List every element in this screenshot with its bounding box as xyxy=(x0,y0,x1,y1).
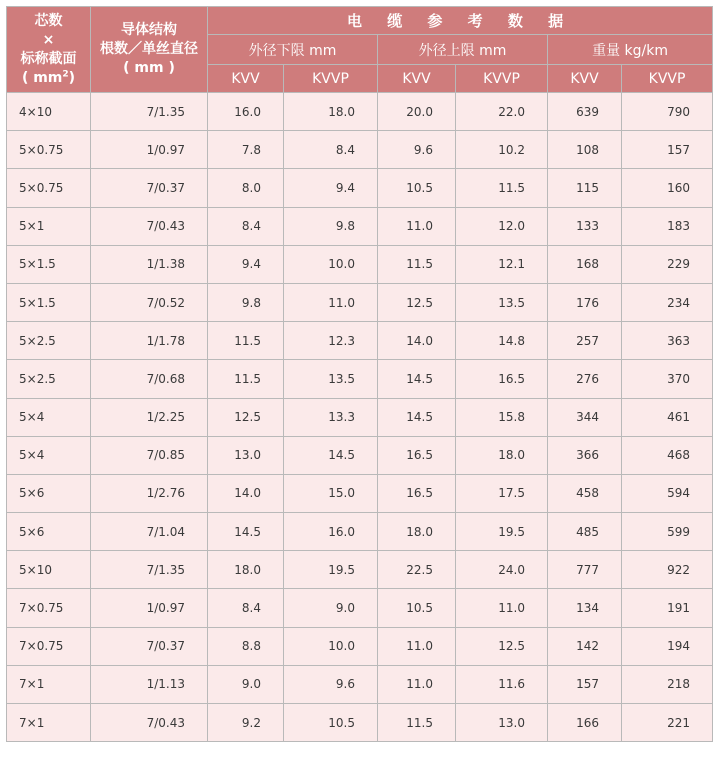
cell-od-max-kvv: 11.0 xyxy=(378,207,456,245)
cell-weight-kvvp: 221 xyxy=(622,704,713,742)
cell-weight-kvvp: 160 xyxy=(622,169,713,207)
cell-spec: 7×1 xyxy=(7,704,91,742)
cell-conductor: 1/1.78 xyxy=(91,322,208,360)
table-row xyxy=(7,398,713,436)
cell-weight-kvvp: 363 xyxy=(622,322,713,360)
cell-weight-kvvp: 157 xyxy=(622,131,713,169)
cell-weight-kvvp: 599 xyxy=(622,513,713,551)
cell-od-min-kvv: 14.0 xyxy=(208,474,284,512)
cell-conductor: 1/0.97 xyxy=(91,589,208,627)
header-ref-title: 电 缆 参 考 数 据 xyxy=(208,7,713,35)
cell-od-min-kvvp: 10.0 xyxy=(284,245,378,283)
cell-od-min-kvvp: 13.5 xyxy=(284,360,378,398)
cell-spec: 7×0.75 xyxy=(7,589,91,627)
cable-data-table-container xyxy=(6,6,712,752)
header-spec-line3: 标称截面 xyxy=(20,50,77,67)
cell-od-max-kvvp: 11.0 xyxy=(456,589,548,627)
cell-weight-kvvp: 461 xyxy=(622,398,713,436)
cell-od-max-kvvp: 13.0 xyxy=(456,704,548,742)
cell-weight-kvv: 108 xyxy=(548,131,622,169)
cell-od-min-kvvp: 9.6 xyxy=(284,665,378,703)
cell-conductor: 7/0.85 xyxy=(91,436,208,474)
cell-od-min-kvvp: 18.0 xyxy=(284,93,378,131)
cell-od-min-kvvp: 14.5 xyxy=(284,436,378,474)
cell-od-max-kvv: 10.5 xyxy=(378,589,456,627)
cell-weight-kvv: 168 xyxy=(548,245,622,283)
cell-od-max-kvv: 12.5 xyxy=(378,283,456,321)
cell-od-min-kvv: 12.5 xyxy=(208,398,284,436)
cell-od-min-kvvp: 13.3 xyxy=(284,398,378,436)
table-row xyxy=(7,93,713,131)
header-spec xyxy=(7,7,91,93)
cell-od-min-kvvp: 10.0 xyxy=(284,627,378,665)
cell-od-min-kvv: 9.8 xyxy=(208,283,284,321)
cell-conductor: 7/1.35 xyxy=(91,551,208,589)
table-row xyxy=(7,474,713,512)
cell-conductor: 7/0.37 xyxy=(91,169,208,207)
cell-od-max-kvvp: 11.6 xyxy=(456,665,548,703)
cell-weight-kvvp: 370 xyxy=(622,360,713,398)
table-row xyxy=(7,665,713,703)
cell-od-max-kvv: 9.6 xyxy=(378,131,456,169)
cell-spec: 5×2.5 xyxy=(7,360,91,398)
cell-spec: 5×1 xyxy=(7,207,91,245)
cell-od-max-kvv: 10.5 xyxy=(378,169,456,207)
cell-od-max-kvvp: 12.0 xyxy=(456,207,548,245)
cell-od-min-kvvp: 12.3 xyxy=(284,322,378,360)
header-sub-kvv: KVV xyxy=(548,65,622,93)
cell-od-min-kvv: 11.5 xyxy=(208,360,284,398)
cell-weight-kvvp: 218 xyxy=(622,665,713,703)
cell-od-min-kvvp: 15.0 xyxy=(284,474,378,512)
table-row xyxy=(7,131,713,169)
cell-od-max-kvv: 14.0 xyxy=(378,322,456,360)
header-group-od-max: 外径上限 mm xyxy=(378,35,548,65)
header-spec-line2: × xyxy=(42,31,55,48)
cell-weight-kvv: 157 xyxy=(548,665,622,703)
cell-od-min-kvv: 11.5 xyxy=(208,322,284,360)
cell-od-max-kvv: 18.0 xyxy=(378,513,456,551)
cell-od-min-kvvp: 9.8 xyxy=(284,207,378,245)
cell-od-max-kvvp: 22.0 xyxy=(456,93,548,131)
cell-od-max-kvv: 20.0 xyxy=(378,93,456,131)
header-sub-kvvp: KVVP xyxy=(622,65,713,93)
header-spec-line4 xyxy=(7,69,90,88)
cell-weight-kvv: 176 xyxy=(548,283,622,321)
cell-weight-kvvp: 194 xyxy=(622,627,713,665)
cell-od-min-kvv: 9.4 xyxy=(208,245,284,283)
cell-weight-kvvp: 922 xyxy=(622,551,713,589)
cell-weight-kvv: 777 xyxy=(548,551,622,589)
header-sub-kvvp: KVVP xyxy=(456,65,548,93)
table-row xyxy=(7,207,713,245)
cell-spec: 5×2.5 xyxy=(7,322,91,360)
cell-od-min-kvv: 16.0 xyxy=(208,93,284,131)
cell-conductor: 1/0.97 xyxy=(91,131,208,169)
cell-od-max-kvvp: 18.0 xyxy=(456,436,548,474)
cell-od-max-kvvp: 24.0 xyxy=(456,551,548,589)
cell-weight-kvvp: 468 xyxy=(622,436,713,474)
header-conductor-line2: 根数／单丝直径 xyxy=(100,41,198,57)
cell-od-max-kvvp: 10.2 xyxy=(456,131,548,169)
cell-od-max-kvv: 16.5 xyxy=(378,474,456,512)
cell-spec: 5×1.5 xyxy=(7,283,91,321)
cell-od-min-kvv: 9.0 xyxy=(208,665,284,703)
cell-conductor: 7/0.52 xyxy=(91,283,208,321)
cell-od-max-kvvp: 16.5 xyxy=(456,360,548,398)
cell-spec: 5×0.75 xyxy=(7,169,91,207)
cell-od-min-kvv: 9.2 xyxy=(208,704,284,742)
cell-od-min-kvv: 18.0 xyxy=(208,551,284,589)
cell-od-min-kvv: 8.4 xyxy=(208,207,284,245)
cell-spec: 5×6 xyxy=(7,474,91,512)
header-sub-kvv: KVV xyxy=(378,65,456,93)
header-spec-unit-close: ) xyxy=(68,69,76,86)
cell-conductor: 7/0.37 xyxy=(91,627,208,665)
cell-spec: 7×1 xyxy=(7,665,91,703)
header-sub-kvvp: KVVP xyxy=(284,65,378,93)
cell-od-max-kvv: 11.0 xyxy=(378,665,456,703)
table-row xyxy=(7,283,713,321)
cell-od-max-kvv: 14.5 xyxy=(378,398,456,436)
table-row xyxy=(7,551,713,589)
cell-od-min-kvvp: 9.4 xyxy=(284,169,378,207)
header-spec-line1: 芯数 xyxy=(34,12,63,29)
cell-weight-kvvp: 790 xyxy=(622,93,713,131)
header-conductor-line1: 导体结构 xyxy=(121,22,177,38)
cell-od-min-kvv: 8.4 xyxy=(208,589,284,627)
cell-od-min-kvvp: 9.0 xyxy=(284,589,378,627)
cell-conductor: 1/1.38 xyxy=(91,245,208,283)
cell-conductor: 7/0.43 xyxy=(91,704,208,742)
header-conductor xyxy=(91,7,208,93)
table-row xyxy=(7,704,713,742)
cable-data-table xyxy=(6,6,713,742)
cell-od-max-kvvp: 11.5 xyxy=(456,169,548,207)
cell-od-max-kvvp: 17.5 xyxy=(456,474,548,512)
cell-weight-kvvp: 234 xyxy=(622,283,713,321)
cell-conductor: 7/0.43 xyxy=(91,207,208,245)
cell-weight-kvv: 134 xyxy=(548,589,622,627)
cell-od-max-kvv: 22.5 xyxy=(378,551,456,589)
cell-weight-kvv: 166 xyxy=(548,704,622,742)
cell-weight-kvv: 485 xyxy=(548,513,622,551)
cell-od-min-kvv: 8.0 xyxy=(208,169,284,207)
header-conductor-line3: ( mm ) xyxy=(123,60,175,76)
cell-od-max-kvv: 11.5 xyxy=(378,704,456,742)
cell-spec: 5×6 xyxy=(7,513,91,551)
cell-spec: 5×4 xyxy=(7,398,91,436)
cell-spec: 5×4 xyxy=(7,436,91,474)
cell-weight-kvv: 115 xyxy=(548,169,622,207)
table-row xyxy=(7,513,713,551)
cell-od-max-kvv: 16.5 xyxy=(378,436,456,474)
cell-weight-kvvp: 229 xyxy=(622,245,713,283)
cell-spec: 7×0.75 xyxy=(7,627,91,665)
cell-weight-kvvp: 594 xyxy=(622,474,713,512)
table-row xyxy=(7,322,713,360)
cell-spec: 5×1.5 xyxy=(7,245,91,283)
cell-weight-kvv: 276 xyxy=(548,360,622,398)
cell-conductor: 1/2.25 xyxy=(91,398,208,436)
header-spec-unit-sup: 2 xyxy=(62,68,69,79)
cell-weight-kvv: 133 xyxy=(548,207,622,245)
cell-od-max-kvv: 11.5 xyxy=(378,245,456,283)
cell-spec: 4×10 xyxy=(7,93,91,131)
cell-weight-kvv: 639 xyxy=(548,93,622,131)
table-row xyxy=(7,627,713,665)
header-spec-unit: ( mm xyxy=(21,69,63,86)
cell-od-max-kvvp: 14.8 xyxy=(456,322,548,360)
table-row xyxy=(7,436,713,474)
cell-weight-kvvp: 191 xyxy=(622,589,713,627)
cell-weight-kvv: 257 xyxy=(548,322,622,360)
cell-conductor: 1/2.76 xyxy=(91,474,208,512)
cell-od-max-kvvp: 12.5 xyxy=(456,627,548,665)
cell-od-min-kvv: 13.0 xyxy=(208,436,284,474)
cell-od-min-kvvp: 16.0 xyxy=(284,513,378,551)
cell-spec: 5×0.75 xyxy=(7,131,91,169)
cell-od-max-kvvp: 19.5 xyxy=(456,513,548,551)
cell-od-max-kvv: 11.0 xyxy=(378,627,456,665)
cell-spec: 5×10 xyxy=(7,551,91,589)
cell-weight-kvv: 458 xyxy=(548,474,622,512)
table-body xyxy=(7,93,713,742)
cell-od-max-kvvp: 15.8 xyxy=(456,398,548,436)
cell-conductor: 7/0.68 xyxy=(91,360,208,398)
cell-weight-kvv: 366 xyxy=(548,436,622,474)
cell-od-min-kvvp: 10.5 xyxy=(284,704,378,742)
cell-conductor: 1/1.13 xyxy=(91,665,208,703)
cell-od-min-kvv: 14.5 xyxy=(208,513,284,551)
cell-od-max-kvv: 14.5 xyxy=(378,360,456,398)
header-group-weight: 重量 kg/km xyxy=(548,35,713,65)
table-row xyxy=(7,245,713,283)
cell-weight-kvv: 142 xyxy=(548,627,622,665)
cell-od-min-kvvp: 8.4 xyxy=(284,131,378,169)
cell-od-min-kvv: 8.8 xyxy=(208,627,284,665)
header-group-od-min: 外径下限 mm xyxy=(208,35,378,65)
table-row xyxy=(7,589,713,627)
cell-od-min-kvvp: 11.0 xyxy=(284,283,378,321)
table-row xyxy=(7,360,713,398)
cell-weight-kvv: 344 xyxy=(548,398,622,436)
cell-od-min-kvvp: 19.5 xyxy=(284,551,378,589)
cell-conductor: 7/1.04 xyxy=(91,513,208,551)
header-sub-kvv: KVV xyxy=(208,65,284,93)
cell-od-max-kvvp: 13.5 xyxy=(456,283,548,321)
table-header xyxy=(7,7,713,93)
cell-od-min-kvv: 7.8 xyxy=(208,131,284,169)
cell-od-max-kvvp: 12.1 xyxy=(456,245,548,283)
table-row xyxy=(7,169,713,207)
cell-conductor: 7/1.35 xyxy=(91,93,208,131)
cell-weight-kvvp: 183 xyxy=(622,207,713,245)
